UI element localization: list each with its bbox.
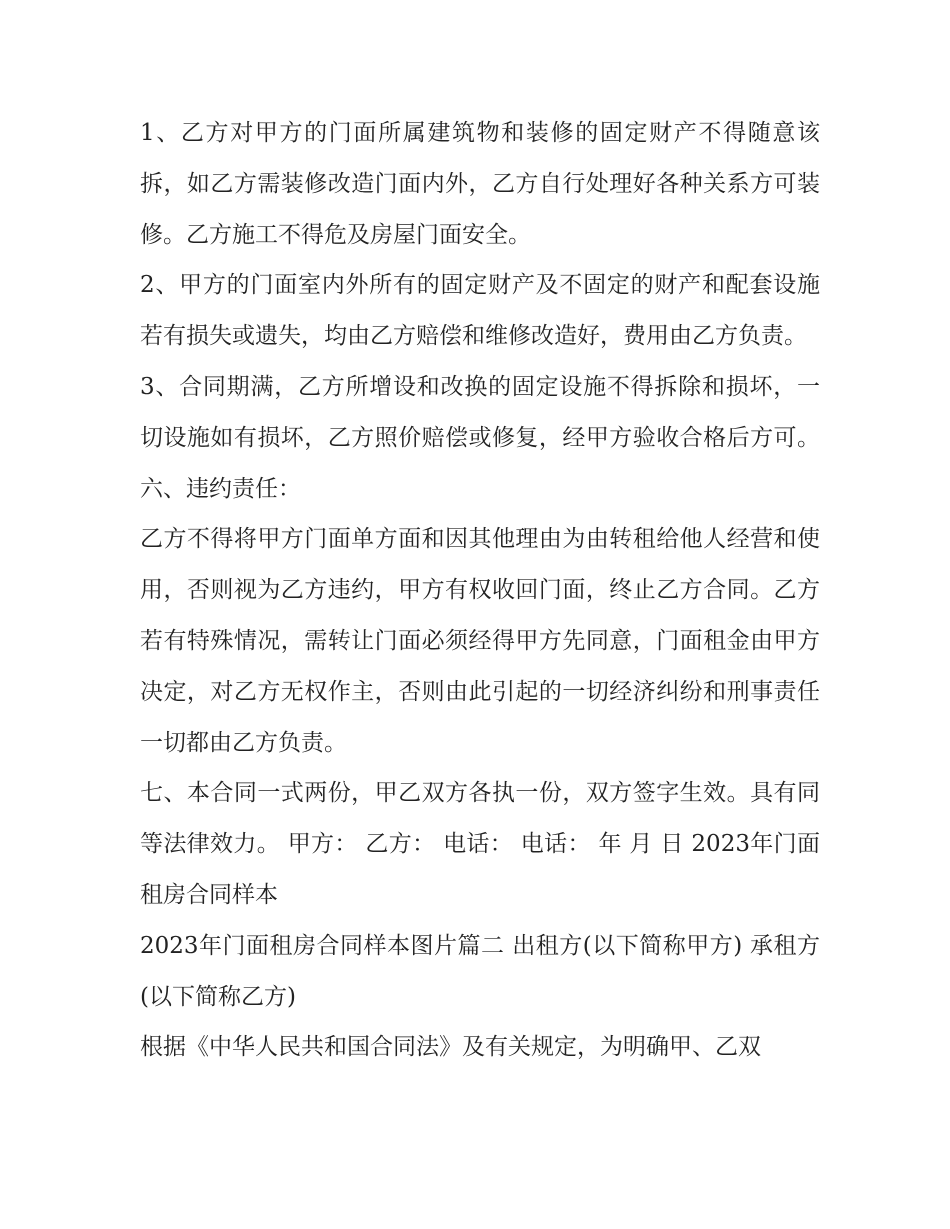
- breach-liability-paragraph: 乙方不得将甲方门面单方面和因其他理由为由转租给他人经营和使用，否则视为乙方违约，甲方有权收回门面，终止乙方合同。乙方若有特殊情况，需转让门面必须经得甲方先同意，门面租金由甲方决定，对乙方无权作主，否则由此引起的一切经济纠纷和刑事责任一切都由乙方负责。: [140, 526, 820, 756]
- clause-1-paragraph: 1、乙方对甲方的门面所属建筑物和装修的固定财产不得随意该拆，如乙方需装修改造门面内外，乙方自行处理好各种关系方可装修。乙方施工不得危及房屋门面安全。: [140, 120, 820, 248]
- legal-basis-paragraph: 根据《中华人民共和国合同法》及有关规定，为明确甲、乙双: [140, 1034, 761, 1061]
- clause-7-signature-paragraph: 七、本合同一式两份，甲乙双方各执一份，双方签字生效。具有同等法律效力。 甲方： 乙方： 电话： 电话： 年 月 日 2023年门面租房合同样本: [140, 780, 820, 908]
- sample-two-heading-paragraph: 2023年门面租房合同样本图片篇二 出租方(以下简称甲方) 承租方(以下简称乙方): [140, 932, 820, 1010]
- clause-2-paragraph: 2、甲方的门面室内外所有的固定财产及不固定的财产和配套设施若有损失或遗失，均由乙方赔偿和维修改造好，费用由乙方负责。: [140, 272, 820, 350]
- clause-3-paragraph: 3、合同期满，乙方所增设和改换的固定设施不得拆除和损坏，一切设施如有损坏，乙方照价赔偿或修复，经甲方验收合格后方可。 六、违约责任：: [140, 373, 820, 502]
- document-page: [140, 108, 820, 1073]
